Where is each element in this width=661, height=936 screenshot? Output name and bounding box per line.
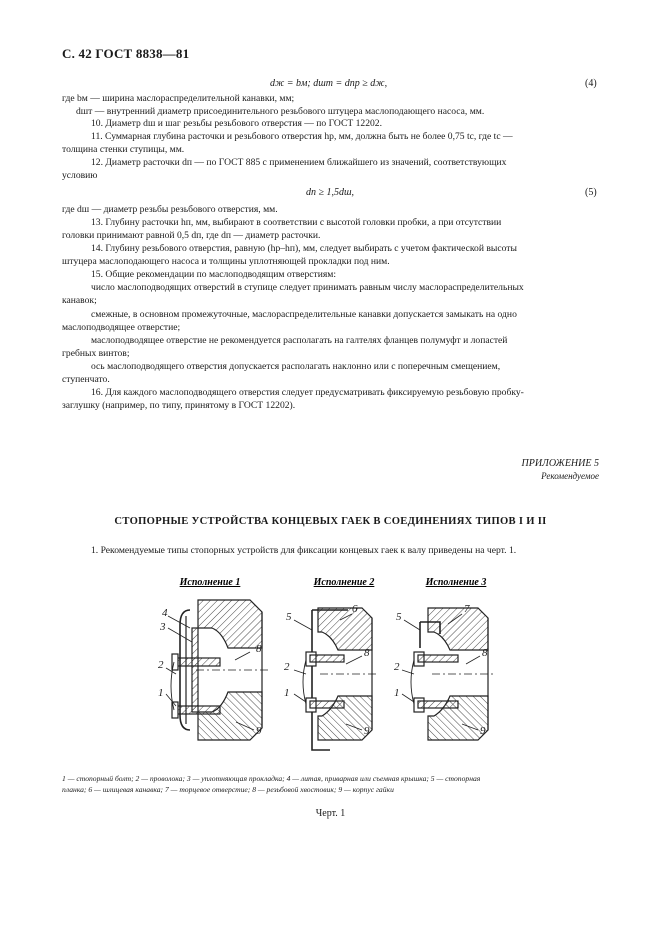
text-line: 11. Суммарная глубина расточки и резьбового отверстия hр, мм, должна быть не более 0,75 tс, где tс — <box>91 131 513 142</box>
page-header: С. 42 ГОСТ 8838—81 <box>62 46 190 61</box>
text-line: головки принимают равной 0,5 dп, где dп — диаметр расточки. <box>62 230 321 241</box>
text-line: условию <box>62 170 98 181</box>
equation-5: dп ≥ 1,5dш, <box>306 187 355 198</box>
callout-number: 2 <box>158 659 164 671</box>
text-line: 14. Глубину резьбового отверстия, равную (hр–hп), мм, следует выбирать с учетом фактической высоты <box>91 243 517 254</box>
text-line: 10. Диаметр dш и шаг резьбы резьбового отверстия — по ГОСТ 12202. <box>91 118 382 129</box>
figure-caption-line: 1 — стопорный болт; 2 — проволока; 3 — уплотняющая прокладка; 4 — литая, приварная или съемная крышка; 5 — стопорная <box>62 774 481 783</box>
variant-1-drawing <box>166 600 268 740</box>
callout-number: 1 <box>158 687 164 699</box>
equation-5-number: (5) <box>585 187 597 198</box>
text-line: толщина стенки ступицы, мм. <box>62 144 185 155</box>
callout-number: 5 <box>286 611 292 623</box>
text-line: 15. Общие рекомендации по маслоподводящим отверстиям: <box>91 269 336 280</box>
equation-4: dж = bм; dшт = dпр ≥ dж, <box>270 78 388 89</box>
text-line: маслоподводящее отверстие не рекомендуется располагать на галтелях фланцев полумуфт и лопастей <box>91 335 508 346</box>
text-line: штуцера маслоподающего насоса и толщины уплотняющей прокладки под ним. <box>62 256 390 267</box>
text-line: ступенчато. <box>62 374 110 385</box>
text-line: ось маслоподводящего отверстия допускается располагать наклонно или с поперечным смещением, <box>91 361 501 372</box>
text-line: dшт — внутренний диаметр присоединительного резьбового штуцера маслоподающего насоса, мм. <box>76 106 485 117</box>
callout-number: 3 <box>160 621 166 633</box>
figure-caption-line: планка; 6 — шлицевая канавка; 7 — торцевое отверстие; 8 — резьбовой хвостовик; 9 — корпус гайки <box>62 785 394 794</box>
figure-label: Черт. 1 <box>315 808 346 819</box>
text-line: маслоподводящее отверстие; <box>62 322 181 333</box>
figure-drawing <box>0 570 661 770</box>
text-line: 12. Диаметр расточки dп — по ГОСТ 885 с применением ближайшего из значений, соответствующих <box>91 157 507 168</box>
text-line: заглушку (например, по типу, принятому в ГОСТ 12202). <box>62 400 296 411</box>
appendix-title: ПРИЛОЖЕНИЕ 5 <box>521 458 599 469</box>
callout-number: 1 <box>284 687 290 699</box>
paragraph: 1. Рекомендуемые типы стопорных устройств для фиксации концевых гаек к валу приведены на черт. 1. <box>91 545 517 556</box>
text-line: где dш — диаметр резьбы резьбового отверстия, мм. <box>62 204 278 215</box>
callout-number: 2 <box>284 661 290 673</box>
callout-number: 9 <box>256 725 262 737</box>
section-title: СТОПОРНЫЕ УСТРОЙСТВА КОНЦЕВЫХ ГАЕК В СОЕДИНЕНИЯХ ТИПОВ I И II <box>114 516 547 527</box>
callout-number: 5 <box>396 611 402 623</box>
callout-number: 4 <box>162 607 168 619</box>
callout-number: 8 <box>256 643 262 655</box>
callout-number: 2 <box>394 661 400 673</box>
equation-4-number: (4) <box>585 78 597 89</box>
text-line: 13. Глубину расточки hп, мм, выбирают в соответствии с высотой головки пробки, а при отсутствии <box>91 217 502 228</box>
text-line: гребных винтов; <box>62 348 130 359</box>
callout-number: 9 <box>480 725 486 737</box>
callout-number: 6 <box>352 603 358 615</box>
callout-number: 8 <box>364 647 370 659</box>
callout-number: 7 <box>464 603 470 615</box>
text-line: число маслоподводящих отверстий в ступице следует принимать равным числу маслораспределительных <box>91 282 524 293</box>
callout-number: 8 <box>482 647 488 659</box>
callout-number: 1 <box>394 687 400 699</box>
text-line: где bм — ширина маслораспределительной канавки, мм; <box>62 93 295 104</box>
text-line: канавок; <box>62 295 97 306</box>
variant-3-label: Исполнение 3 <box>425 577 487 588</box>
variant-1-label: Исполнение 1 <box>179 577 241 588</box>
appendix-subtitle: Рекомендуемое <box>541 471 599 481</box>
text-line: смежные, в основном промежуточные, маслораспределительные канавки допускается замыкать на одно <box>91 309 517 320</box>
text-line: 16. Для каждого маслоподводящего отверстия следует предусматривать фиксируемую резьбовую пробку- <box>91 387 524 398</box>
callout-number: 9 <box>364 725 370 737</box>
variant-2-label: Исполнение 2 <box>313 577 375 588</box>
variant-3-drawing <box>402 608 494 740</box>
